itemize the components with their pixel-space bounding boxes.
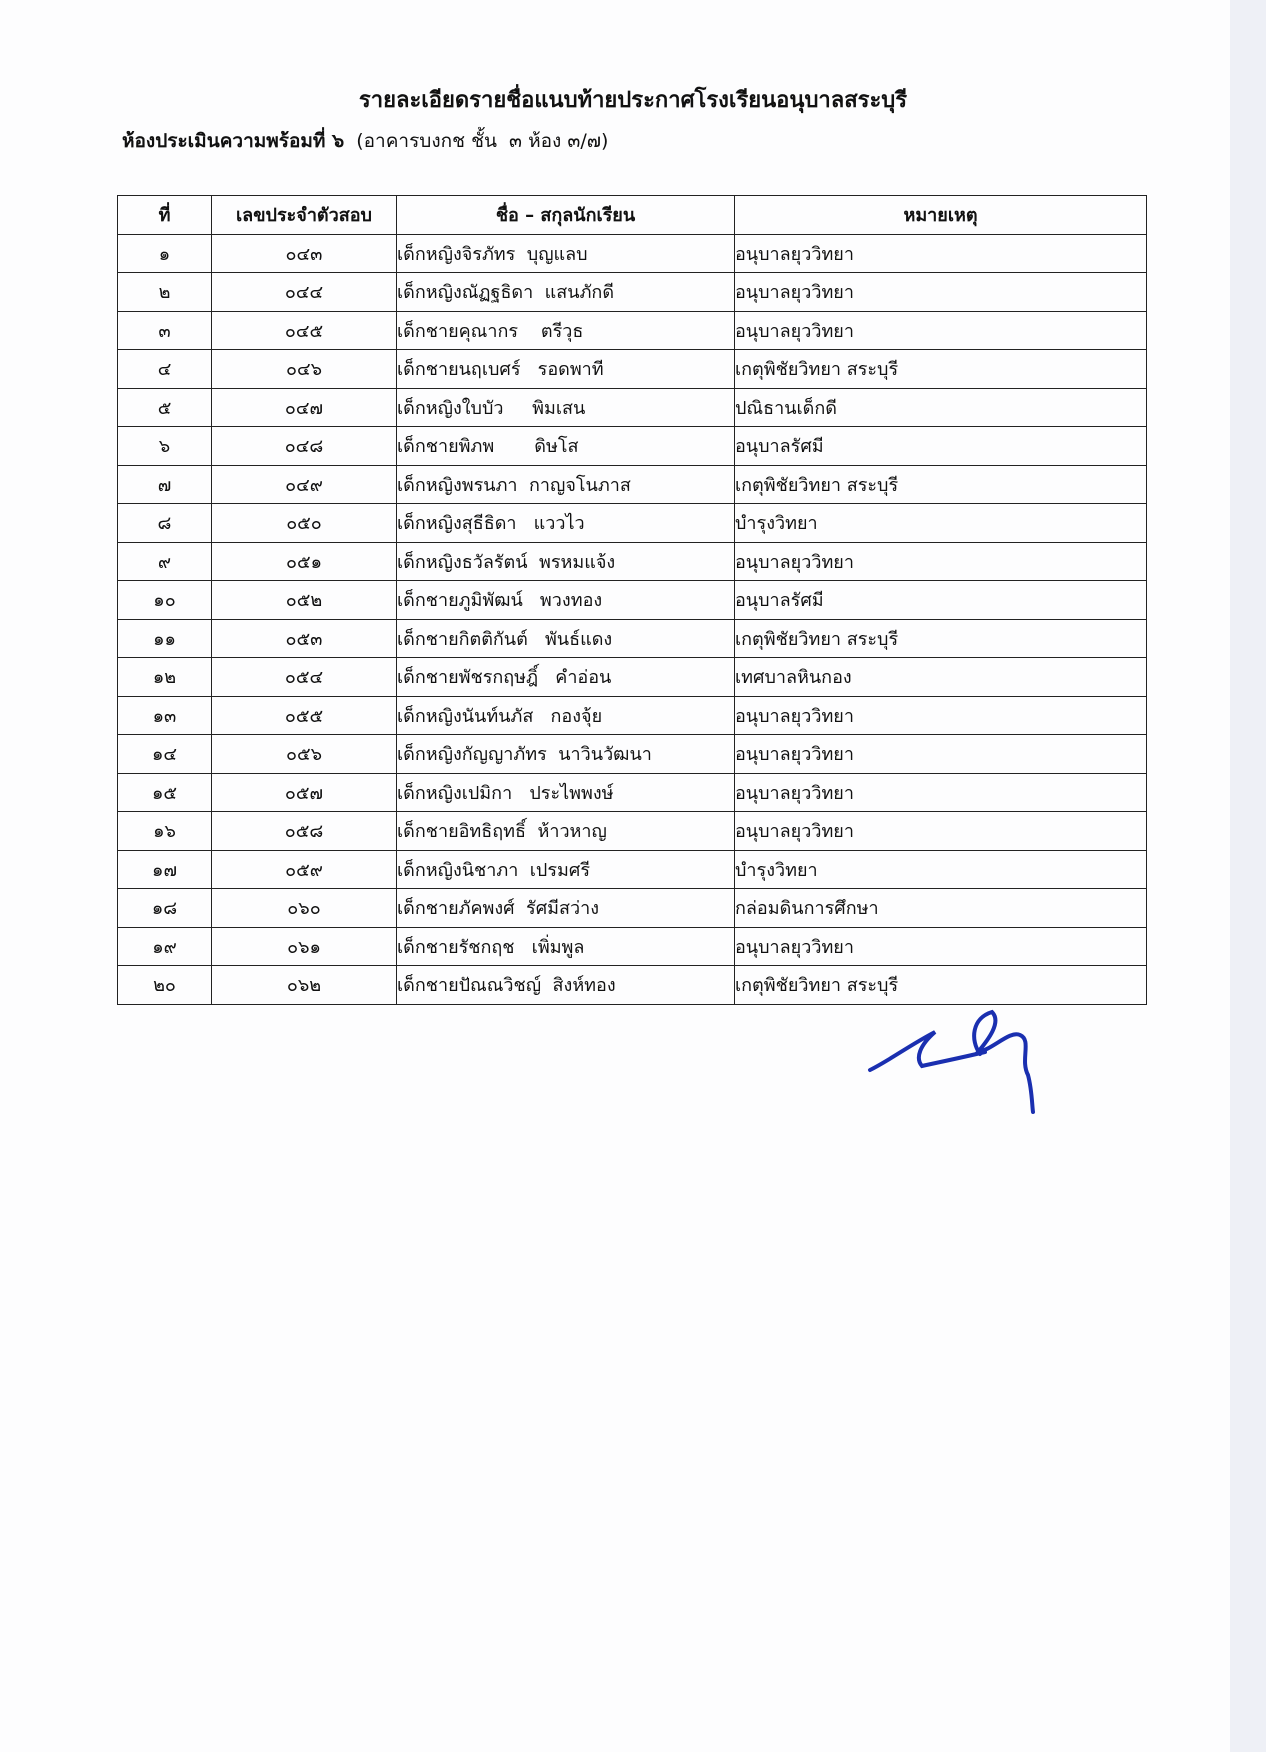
- student-name-cell: เด็กชายพัชรกฤษฎิ์ คำอ่อน: [397, 658, 735, 697]
- table-row: [118, 581, 1147, 620]
- exam-id-cell: ๐๔๙: [212, 465, 397, 504]
- exam-id-cell: ๐๔๓: [212, 234, 397, 273]
- remark-cell: กล่อมดินการศึกษา: [735, 889, 1147, 928]
- student-name-cell: เด็กชายภูมิพัฒน์ พวงทอง: [397, 581, 735, 620]
- table-row: [118, 273, 1147, 312]
- student-name-cell: เด็กหญิงจิรภัทร บุญแลบ: [397, 234, 735, 273]
- table-row: [118, 350, 1147, 389]
- table-row: [118, 696, 1147, 735]
- student-name-cell: เด็กหญิงใบบัว พิมเสน: [397, 388, 735, 427]
- exam-id-cell: ๐๖๑: [212, 927, 397, 966]
- remark-cell: อนุบาลรัศมี: [735, 427, 1147, 466]
- student-name-cell: เด็กชายอิทธิฤทธิ์ ห้าวหาญ: [397, 812, 735, 851]
- room-label: ห้องประเมินความพร้อมที่ ๖: [122, 130, 345, 152]
- header-remark: หมายเหตุ: [735, 196, 1147, 235]
- document-title: รายละเอียดรายชื่อแนบท้ายประกาศโรงเรียนอนุบาลสระบุรี: [358, 88, 908, 113]
- row-number-cell: ๑๓: [118, 696, 212, 735]
- table-row: [118, 311, 1147, 350]
- header-number: ที่: [118, 196, 212, 235]
- table-header-row: [118, 196, 1147, 235]
- row-number-cell: ๑๔: [118, 735, 212, 774]
- exam-id-cell: ๐๕๐: [212, 504, 397, 543]
- header-exam-id: เลขประจำตัวสอบ: [212, 196, 397, 235]
- student-name-cell: เด็กหญิงธวัลรัตน์ พรหมแจ้ง: [397, 542, 735, 581]
- remark-cell: อนุบาลยุววิทยา: [735, 773, 1147, 812]
- remark-cell: อนุบาลยุววิทยา: [735, 696, 1147, 735]
- row-number-cell: ๖: [118, 427, 212, 466]
- table-row: [118, 388, 1147, 427]
- remark-cell: ปณิธานเด็กดี: [735, 388, 1147, 427]
- table-row: [118, 735, 1147, 774]
- table-row: [118, 427, 1147, 466]
- row-number-cell: ๑๐: [118, 581, 212, 620]
- row-number-cell: ๑๕: [118, 773, 212, 812]
- exam-id-cell: ๐๕๖: [212, 735, 397, 774]
- remark-cell: อนุบาลยุววิทยา: [735, 273, 1147, 312]
- table-row: [118, 966, 1147, 1005]
- room-location: (อาคารบงกช ชั้น ๓ ห้อง ๓/๗): [356, 130, 609, 152]
- exam-id-cell: ๐๕๗: [212, 773, 397, 812]
- student-name-cell: เด็กหญิงณัฏฐธิดา แสนภักดี: [397, 273, 735, 312]
- remark-cell: เทศบาลหินกอง: [735, 658, 1147, 697]
- row-number-cell: ๑๒: [118, 658, 212, 697]
- row-number-cell: ๓: [118, 311, 212, 350]
- student-name-cell: เด็กชายนฤเบศร์ รอดพาที: [397, 350, 735, 389]
- row-number-cell: ๑: [118, 234, 212, 273]
- roster-body: [118, 234, 1147, 1004]
- table-row: [118, 850, 1147, 889]
- row-number-cell: ๑๘: [118, 889, 212, 928]
- student-name-cell: เด็กชายภัคพงศ์ รัศมีสว่าง: [397, 889, 735, 928]
- student-name-cell: เด็กหญิงเปมิกา ประไพพงษ์: [397, 773, 735, 812]
- exam-id-cell: ๐๔๕: [212, 311, 397, 350]
- signature-scribble: [860, 1000, 1060, 1120]
- exam-id-cell: ๐๔๘: [212, 427, 397, 466]
- remark-cell: เกตุพิชัยวิทยา สระบุรี: [735, 966, 1147, 1005]
- row-number-cell: ๑๗: [118, 850, 212, 889]
- table-row: [118, 812, 1147, 851]
- row-number-cell: ๔: [118, 350, 212, 389]
- student-name-cell: เด็กหญิงนันท์นภัส กองจุ้ย: [397, 696, 735, 735]
- exam-id-cell: ๐๔๗: [212, 388, 397, 427]
- row-number-cell: ๙: [118, 542, 212, 581]
- row-number-cell: ๑๙: [118, 927, 212, 966]
- exam-id-cell: ๐๖๒: [212, 966, 397, 1005]
- row-number-cell: ๑๖: [118, 812, 212, 851]
- exam-id-cell: ๐๕๘: [212, 812, 397, 851]
- student-name-cell: เด็กชายพิภพ ดิษโส: [397, 427, 735, 466]
- student-name-cell: เด็กชายรัชกฤช เพิ่มพูล: [397, 927, 735, 966]
- row-number-cell: ๒๐: [118, 966, 212, 1005]
- table-row: [118, 889, 1147, 928]
- row-number-cell: ๗: [118, 465, 212, 504]
- remark-cell: บำรุงวิทยา: [735, 850, 1147, 889]
- exam-id-cell: ๐๕๕: [212, 696, 397, 735]
- exam-id-cell: ๐๔๔: [212, 273, 397, 312]
- table-row: [118, 465, 1147, 504]
- remark-cell: อนุบาลยุววิทยา: [735, 542, 1147, 581]
- row-number-cell: ๒: [118, 273, 212, 312]
- exam-id-cell: ๐๕๑: [212, 542, 397, 581]
- remark-cell: อนุบาลยุววิทยา: [735, 812, 1147, 851]
- student-name-cell: เด็กหญิงนิชาภา เปรมศรี: [397, 850, 735, 889]
- remark-cell: เกตุพิชัยวิทยา สระบุรี: [735, 619, 1147, 658]
- exam-id-cell: ๐๖๐: [212, 889, 397, 928]
- table-row: [118, 504, 1147, 543]
- row-number-cell: ๑๑: [118, 619, 212, 658]
- remark-cell: อนุบาลยุววิทยา: [735, 927, 1147, 966]
- remark-cell: เกตุพิชัยวิทยา สระบุรี: [735, 350, 1147, 389]
- student-name-cell: เด็กชายคุณากร ตรีวุธ: [397, 311, 735, 350]
- row-number-cell: ๕: [118, 388, 212, 427]
- exam-id-cell: ๐๕๙: [212, 850, 397, 889]
- student-name-cell: เด็กหญิงพรนภา กาญจโนภาส: [397, 465, 735, 504]
- table-row: [118, 234, 1147, 273]
- exam-id-cell: ๐๔๖: [212, 350, 397, 389]
- student-name-cell: เด็กหญิงสุธีธิดา แววไว: [397, 504, 735, 543]
- header-student-name: ชื่อ – สกุลนักเรียน: [397, 196, 735, 235]
- student-name-cell: เด็กชายปัณณวิชญ์ สิงห์ทอง: [397, 966, 735, 1005]
- remark-cell: อนุบาลยุววิทยา: [735, 735, 1147, 774]
- table-row: [118, 658, 1147, 697]
- remark-cell: อนุบาลยุววิทยา: [735, 234, 1147, 273]
- student-name-cell: เด็กหญิงกัญญาภัทร นาวินวัฒนา: [397, 735, 735, 774]
- row-number-cell: ๘: [118, 504, 212, 543]
- exam-id-cell: ๐๕๓: [212, 619, 397, 658]
- student-roster-table: [117, 195, 1147, 1005]
- exam-id-cell: ๐๕๔: [212, 658, 397, 697]
- table-row: [118, 542, 1147, 581]
- room-heading: [122, 126, 608, 156]
- student-name-cell: เด็กชายกิตติกันต์ พันธ์แดง: [397, 619, 735, 658]
- remark-cell: เกตุพิชัยวิทยา สระบุรี: [735, 465, 1147, 504]
- table-row: [118, 927, 1147, 966]
- remark-cell: บำรุงวิทยา: [735, 504, 1147, 543]
- exam-id-cell: ๐๕๒: [212, 581, 397, 620]
- remark-cell: อนุบาลยุววิทยา: [735, 311, 1147, 350]
- table-row: [118, 773, 1147, 812]
- table-row: [118, 619, 1147, 658]
- remark-cell: อนุบาลรัศมี: [735, 581, 1147, 620]
